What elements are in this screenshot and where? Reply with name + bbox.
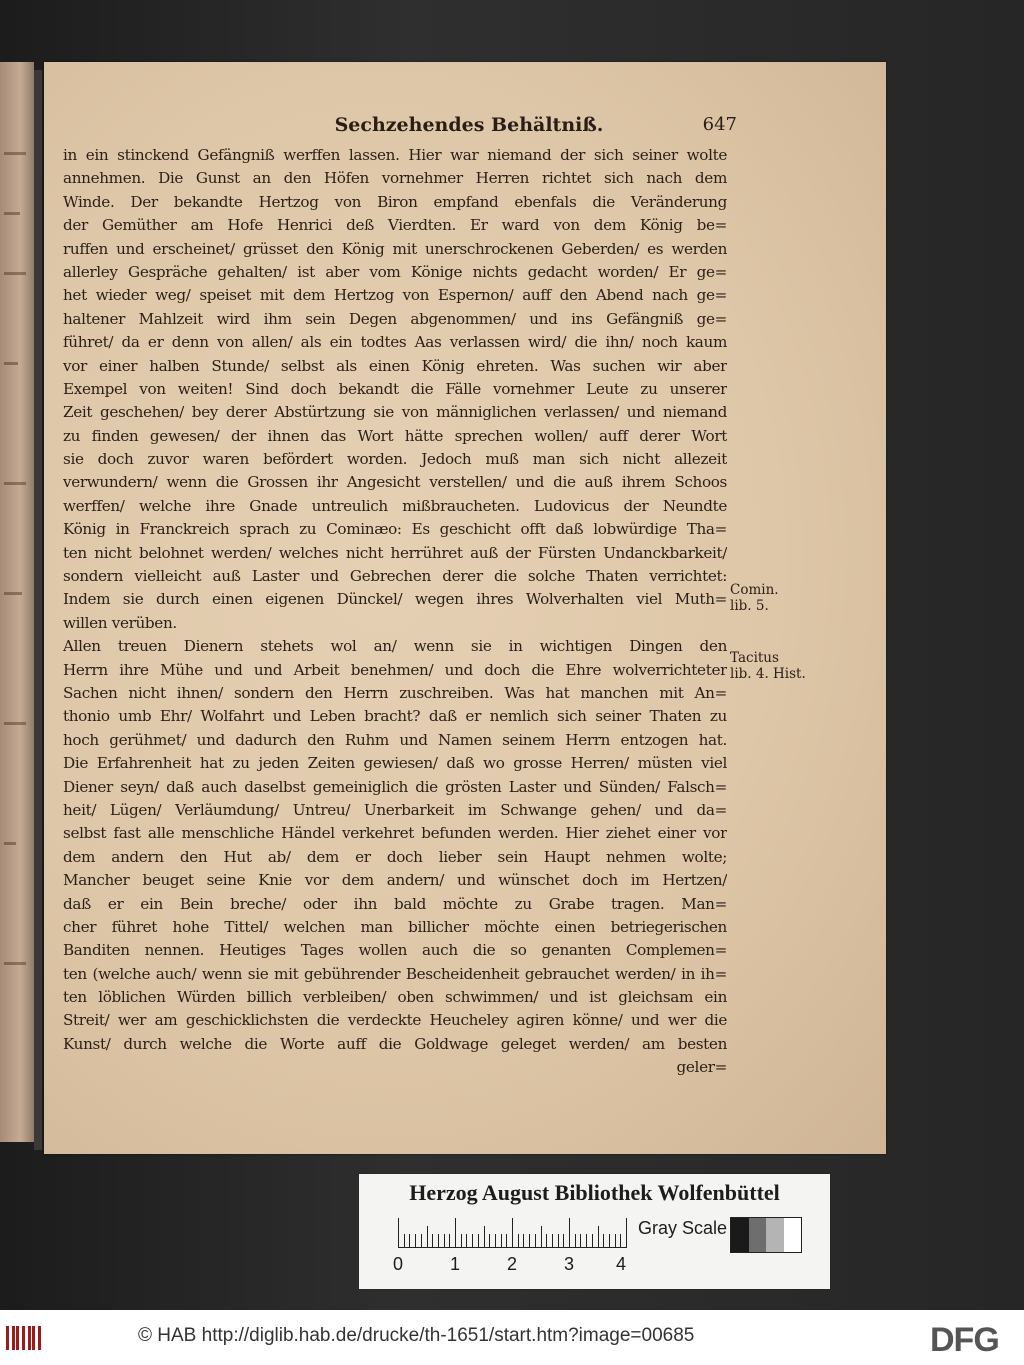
- ruler-number: 3: [563, 1254, 574, 1274]
- text-line: het wieder weg/ speiset mit dem Hertzog von Espernon/ auff den Abend nach ge=: [63, 286, 727, 305]
- ruler-tick: [506, 1234, 507, 1248]
- catchword: geler=: [676, 1058, 727, 1077]
- gray-scale-label: Gray Scale: [638, 1218, 728, 1238]
- text-line: Exempel von weiten! Sind doch bekandt die Fälle vornehmer Leute zu unserer: [63, 379, 727, 398]
- hab-logo-icon: [6, 1326, 46, 1350]
- running-head: Sechzehendes Behältniß.: [334, 114, 604, 136]
- ruler-tick: [421, 1234, 422, 1248]
- ruler-tick: [438, 1234, 439, 1248]
- ruler-tick: [449, 1234, 450, 1248]
- text-line: verwundern/ wenn die Grossen ihr Angesicht verstellen/ und die auß ihrem Schoos: [63, 473, 727, 492]
- ruler-tick: [603, 1234, 604, 1248]
- ruler-tick: [620, 1234, 621, 1248]
- text-line: ten nicht belohnet werden/ welches nicht herrühret auß der Fürsten Undanckbarkeit/: [63, 543, 727, 562]
- logo-bar: [38, 1326, 41, 1350]
- text-line: thonio umb Ehr/ Wolfahrt und Leben bracht? daß er nemlich sich seiner Thaten zu: [63, 707, 727, 726]
- ruler-tick: [432, 1234, 433, 1248]
- copyright-url[interactable]: © HAB http://diglib.hab.de/drucke/th-1651/start.htm?image=00685: [138, 1325, 695, 1346]
- ruler-tick: [415, 1234, 416, 1248]
- text-line: werffen/ welche ihre Gnade untreulich mißbraucheten. Ludovicus der Neundte: [63, 496, 727, 515]
- text-line: dem andern den Hut ab/ dem er doch lieber sein Haupt nehmen wolte;: [63, 847, 727, 866]
- ruler-tick: [563, 1234, 564, 1248]
- text-line: ten löblichen Würden billich verbleiben/ oben schwimmen/ und ist gleichsam ein: [63, 988, 727, 1007]
- ruler-number: 4: [615, 1254, 626, 1274]
- ruler-tick: [472, 1234, 473, 1248]
- text-line: selbst fast alle menschliche Händel verkehret befunden werden. Hier ziehet einer vor: [63, 824, 727, 843]
- margin-note-line: Tacitus: [730, 650, 779, 666]
- text-line: ruffen und erscheinet/ grüsset den König mit unerschrockenen Geberden/ es werden: [63, 239, 727, 258]
- ruler-number: 1: [449, 1254, 460, 1274]
- text-line: Zeit geschehen/ bey derer Abstürtzung sie von männiglichen verlassen/ und niemand: [63, 403, 727, 422]
- ruler-tick: [541, 1226, 542, 1248]
- ruler-tick: [461, 1234, 462, 1248]
- ruler-tick: [546, 1234, 547, 1248]
- ruler-tick: [518, 1234, 519, 1248]
- ruler-tick: [398, 1218, 399, 1248]
- text-line: hoch gerühmet/ und dadurch den Ruhm und Namen seinem Herrn entzogen hat.: [63, 730, 727, 749]
- text-line: willen verüben.: [63, 613, 177, 632]
- ruler-tick: [598, 1226, 599, 1248]
- ruler-tick: [444, 1234, 445, 1248]
- ruler-tick: [495, 1234, 496, 1248]
- text-line: cher führet hohe Tittel/ welchen man billicher möchte einen betriegerischen: [63, 917, 727, 936]
- gray-swatch: [749, 1218, 767, 1252]
- gray-swatch: [731, 1218, 749, 1252]
- text-line: in ein stinckend Gefängniß werffen lassen. Hier war niemand der sich seiner wolte: [63, 146, 727, 164]
- ruler-number: 2: [506, 1254, 517, 1274]
- text-line: Mancher beuget seine Knie vor dem andern/ und wünschet doch im Hertzen/: [63, 871, 727, 890]
- text-line: Winde. Der bekandte Hertzog von Biron empfand ebenfals die Veränderung: [63, 192, 727, 211]
- logo-bar: [6, 1326, 9, 1350]
- text-line: Banditen nennen. Heutiges Tages wollen auch die so genanten Complemen=: [63, 941, 727, 960]
- text-line: annehmen. Die Gunst an den Höfen vornehmer Herren richtet sich nach dem: [63, 169, 727, 188]
- text-line: Diener seyn/ daß auch daselbst gemeiniglich die grösten Laster und Sünden/ Falsch=: [63, 777, 727, 796]
- text-line: heit/ Lügen/ Verläumdung/ Untreu/ Unerbarkeit im Schwange gehen/ und da=: [63, 800, 727, 819]
- text-line: vor einer halben Stunde/ selbst als einen König ehreten. Was suchen wir aber: [63, 356, 727, 375]
- ruler-tick: [615, 1234, 616, 1248]
- ruler-tick: [558, 1234, 559, 1248]
- ruler-tick: [529, 1234, 530, 1248]
- ruler-tick: [535, 1234, 536, 1248]
- ruler-tick: [592, 1234, 593, 1248]
- ruler-tick: [466, 1234, 467, 1248]
- ruler-tick: [575, 1234, 576, 1248]
- previous-page-edge: [0, 62, 34, 1142]
- ruler-tick: [478, 1234, 479, 1248]
- ruler-tick: [404, 1234, 405, 1248]
- text-line: daß er ein Bein breche/ oder ihn bald möchte zu Grabe tragen. Man=: [63, 894, 727, 913]
- ruler-number: 0: [392, 1254, 403, 1274]
- book-page: [44, 62, 886, 1154]
- footer-bar: [0, 1310, 1024, 1365]
- text-line: Die Erfahrenheit hat zu jeden Zeiten gewiesen/ daß wo grosse Herren/ müsten viel: [63, 754, 727, 773]
- text-line: Indem sie durch einen eigenen Dünckel/ wegen ihres Wolverhalten viel Muth=: [63, 590, 727, 609]
- logo-bar: [16, 1326, 19, 1350]
- cm-ruler: [398, 1216, 626, 1248]
- ruler-tick: [455, 1218, 456, 1248]
- ruler-tick: [484, 1226, 485, 1248]
- margin-note-line: lib. 5.: [730, 598, 769, 614]
- text-line: sie doch zuvor waren befördert worden. Jedoch muß man sich nicht allezeit: [63, 450, 727, 469]
- library-scale-card: [359, 1174, 830, 1289]
- ruler-tick: [569, 1218, 570, 1248]
- ruler-tick: [580, 1234, 581, 1248]
- ruler-tick: [409, 1234, 410, 1248]
- text-line: zu finden gewesen/ der ihnen das Wort hätte sprechen wollen/ auff derer Wort: [63, 426, 727, 445]
- margin-note-line: Comin.: [730, 582, 779, 598]
- text-line: König in Franckreich sprach zu Cominæo: Es geschicht offt daß lobwürdige Tha=: [63, 520, 727, 539]
- ruler-tick: [512, 1218, 513, 1248]
- text-line: sondern vielleicht auß Laster und Gebrechen derer die solche Thaten verrichtet:: [63, 567, 727, 586]
- logo-bar: [32, 1326, 35, 1350]
- ruler-tick: [586, 1234, 587, 1248]
- logo-bar: [22, 1326, 25, 1350]
- gray-swatch: [766, 1218, 784, 1252]
- gray-scale-swatch: [730, 1217, 802, 1253]
- text-line: haltener Mahlzeit wird ihm sein Degen abgenommen/ und ins Gefängniß ge=: [63, 309, 727, 328]
- library-name: Herzog August Bibliothek Wolfenbüttel: [409, 1180, 780, 1205]
- text-line: allerley Gespräche gehalten/ ist aber vom Könige nichts gedacht worden/ Er ge=: [63, 262, 727, 281]
- text-line: Allen treuen Dienern stehets wol an/ wenn sie in wichtigen Dingen den: [63, 637, 727, 656]
- text-line: Sachen nicht ihnen/ sondern den Herrn zuschreiben. Was hat manchen mit An=: [63, 683, 727, 702]
- ruler-tick: [552, 1234, 553, 1248]
- dfg-logo: DFG: [930, 1321, 999, 1359]
- body-text: [63, 144, 727, 1080]
- text-line: ten (welche auch/ wenn sie mit gebührender Bescheidenheit gebrauchet werden/ in ih=: [63, 964, 727, 983]
- text-line: führet/ da er denn von allen/ als ein todtes Aas verlassen wird/ die ihn/ noch kaum: [63, 333, 727, 352]
- page-number: 647: [702, 114, 737, 135]
- margin-note-tacitus: [730, 650, 820, 682]
- text-line: Streit/ wer am geschicklichsten die verdeckte Heucheley agiren könne/ und wer die: [63, 1011, 727, 1030]
- gutter-shadow: [34, 70, 42, 1150]
- ruler-tick: [609, 1234, 610, 1248]
- ruler-tick: [427, 1226, 428, 1248]
- logo-bar: [28, 1326, 31, 1350]
- ruler-tick: [489, 1234, 490, 1248]
- ruler-tick: [523, 1234, 524, 1248]
- logo-bar: [12, 1326, 15, 1350]
- margin-note-comin: [730, 582, 820, 614]
- margin-note-line: lib. 4. Hist.: [730, 666, 806, 682]
- text-line: der Gemüther am Hofe Henrici deß Vierdten. Er ward von dem König be=: [63, 216, 727, 235]
- ruler-tick: [501, 1234, 502, 1248]
- gray-swatch: [784, 1218, 802, 1252]
- ruler-tick: [626, 1218, 627, 1248]
- text-line: Herrn ihre Mühe und und Arbeit benehmen/ und doch die Ehre wolverrichteter: [63, 660, 727, 679]
- text-line: Kunst/ durch welche die Worte auff die Goldwage geleget werden/ am besten: [63, 1034, 727, 1053]
